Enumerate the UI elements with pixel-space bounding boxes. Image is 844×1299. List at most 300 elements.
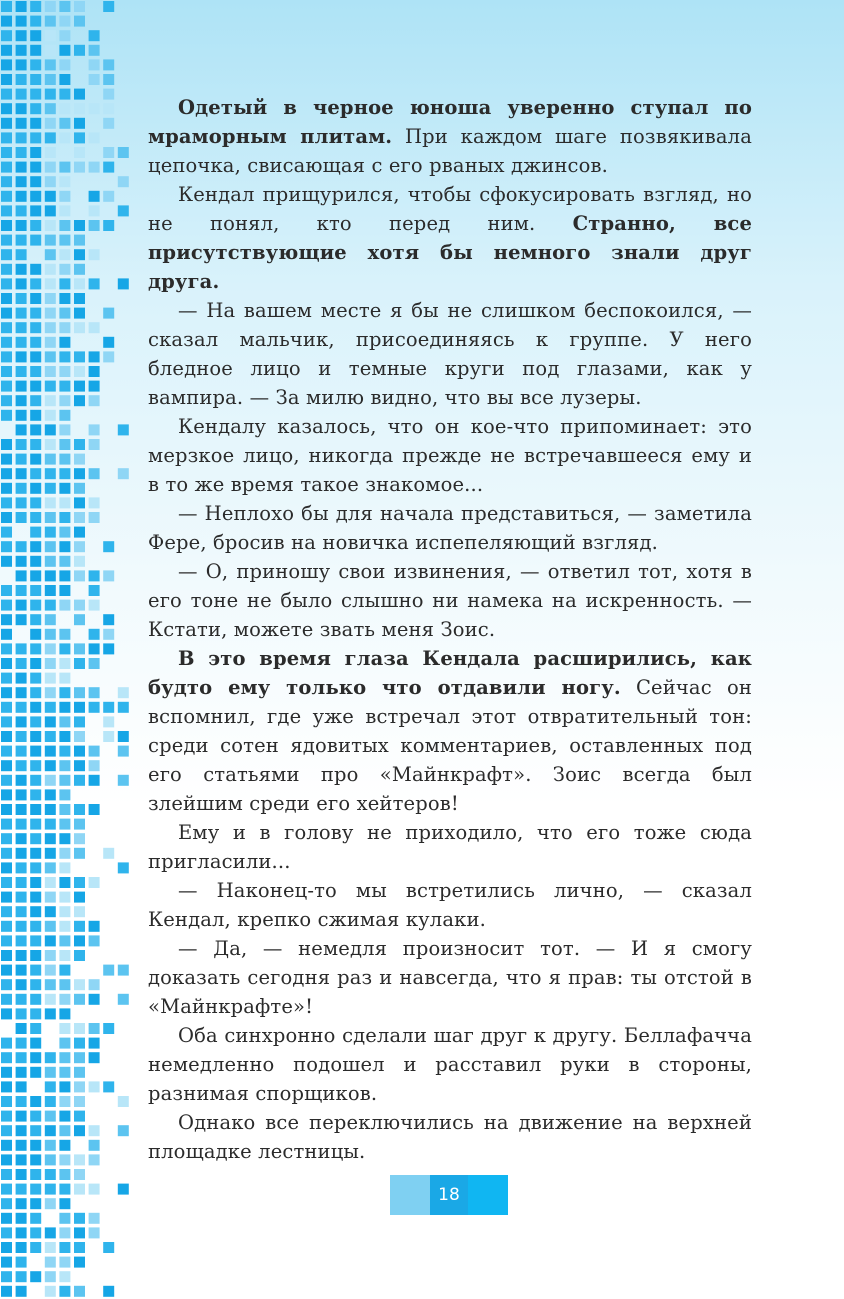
mosaic-pixel [103,1,114,12]
mosaic-pixel [1,162,12,173]
mosaic-pixel [103,103,114,114]
mosaic-pixel [74,162,85,173]
mosaic-pixel [74,848,85,859]
mosaic-pixel [59,585,70,596]
mosaic-pixel [89,366,100,377]
mosaic-pixel [1,1096,12,1107]
mosaic-pixel [1,1008,12,1019]
mosaic-pixel [74,877,85,888]
mosaic-pixel [30,454,41,465]
mosaic-pixel [59,468,70,479]
mosaic-pixel [74,132,85,143]
mosaic-pixel [30,629,41,640]
mosaic-pixel [16,16,27,27]
mosaic-pixel [30,191,41,202]
pixel-mosaic-border [0,0,130,1299]
mosaic-pixel [16,570,27,581]
mosaic-pixel [89,59,100,70]
mosaic-pixel [103,643,114,654]
mosaic-pixel [89,600,100,611]
mosaic-pixel [1,819,12,830]
mosaic-pixel [16,1271,27,1282]
mosaic-pixel [45,16,56,27]
mosaic-pixel [118,965,129,976]
mosaic-pixel [74,775,85,786]
mosaic-pixel [16,1096,27,1107]
mosaic-pixel [1,804,12,815]
mosaic-pixel [30,658,41,669]
mosaic-pixel [89,439,100,450]
mosaic-pixel [74,395,85,406]
mosaic-pixel [16,249,27,260]
mosaic-pixel [1,74,12,85]
mosaic-pixel [45,643,56,654]
mosaic-pixel [45,1067,56,1078]
mosaic-pixel [45,629,56,640]
mosaic-pixel [30,1052,41,1063]
mosaic-pixel [30,819,41,830]
mosaic-pixel [45,994,56,1005]
mosaic-pixel [30,994,41,1005]
mosaic-pixel [45,1184,56,1195]
mosaic-pixel [30,512,41,523]
mosaic-pixel [30,132,41,143]
mosaic-pixel [89,132,100,143]
mosaic-pixel [16,746,27,757]
mosaic-pixel [103,1081,114,1092]
mosaic-pixel [59,775,70,786]
mosaic-pixel [89,935,100,946]
mosaic-pixel [89,1154,100,1165]
mosaic-pixel [59,1271,70,1282]
mosaic-pixel [74,512,85,523]
mosaic-pixel [118,702,129,713]
mosaic-pixel [59,220,70,231]
mosaic-pixel [59,819,70,830]
mosaic-pixel [1,921,12,932]
mosaic-pixel [1,191,12,202]
mosaic-pixel [59,1111,70,1122]
mosaic-pixel [30,746,41,757]
mosaic-pixel [74,278,85,289]
mosaic-pixel [89,702,100,713]
mosaic-pixel [1,1213,12,1224]
mosaic-pixel [59,424,70,435]
mosaic-pixel [74,1096,85,1107]
mosaic-pixel [59,950,70,961]
mosaic-pixel [30,468,41,479]
paragraph-4: Кендалу казалось, что он кое-что припоминает: это мерзкое лицо, никогда прежде не встречавшееся ему и в то же время такое знакомое... [148,415,752,496]
mosaic-pixel [30,570,41,581]
mosaic-pixel [45,45,56,56]
mosaic-pixel [16,906,27,917]
mosaic-pixel [74,1052,85,1063]
mosaic-pixel [1,789,12,800]
paragraph-1-text: При каждом шаге позвякивала цепочка, свисающая с его рваных джинсов. [148,125,752,177]
mosaic-pixel [30,205,41,216]
mosaic-pixel [89,103,100,114]
paragraph-8: Ему и в голову не приходило, что его тоже сюда пригласили... [148,821,752,873]
mosaic-pixel [45,877,56,888]
mosaic-pixel [118,731,129,742]
mosaic-pixel [30,424,41,435]
mosaic-pixel [74,249,85,260]
mosaic-pixel [74,1184,85,1195]
mosaic-pixel [45,89,56,100]
mosaic-pixel [45,921,56,932]
mosaic-pixel [30,1242,41,1253]
mosaic-pixel [118,205,129,216]
mosaic-pixel [16,410,27,421]
mosaic-pixel [59,906,70,917]
mosaic-pixel [45,205,56,216]
mosaic-pixel [45,819,56,830]
mosaic-pixel [30,147,41,158]
mosaic-pixel [59,1213,70,1224]
mosaic-pixel [74,1023,85,1034]
mosaic-pixel [103,89,114,100]
mosaic-pixel [89,249,100,260]
mosaic-pixel [30,892,41,903]
mosaic-pixel [16,1257,27,1268]
mosaic-pixel [45,1198,56,1209]
paragraph-7-bold: В это время глаза Кендала расширились, как будто ему только что отдавили ногу. [148,647,752,699]
mosaic-pixel [16,921,27,932]
mosaic-pixel [59,1008,70,1019]
mosaic-pixel [89,877,100,888]
mosaic-pixel [89,468,100,479]
mosaic-pixel [16,877,27,888]
mosaic-pixel [1,965,12,976]
mosaic-pixel [30,1023,41,1034]
mosaic-pixel [103,59,114,70]
mosaic-pixel [16,59,27,70]
mosaic-pixel [59,833,70,844]
mosaic-pixel [30,235,41,246]
mosaic-pixel [59,1257,70,1268]
mosaic-pixel [1,1227,12,1238]
mosaic-pixel [45,118,56,129]
mosaic-pixel [59,848,70,859]
mosaic-pixel [16,1198,27,1209]
mosaic-pixel [59,264,70,275]
mosaic-pixel [45,1111,56,1122]
mosaic-pixel [1,1067,12,1078]
mosaic-pixel [74,541,85,552]
mosaic-pixel [74,264,85,275]
mosaic-pixel [16,1067,27,1078]
mosaic-pixel [16,1125,27,1136]
mosaic-pixel [59,337,70,348]
mosaic-pixel [89,30,100,41]
mosaic-pixel [45,1140,56,1151]
mosaic-pixel [74,1067,85,1078]
mosaic-pixel [103,74,114,85]
mosaic-pixel [74,716,85,727]
mosaic-pixel [59,1198,70,1209]
mosaic-pixel [74,1125,85,1136]
mosaic-pixel [16,673,27,684]
mosaic-pixel [16,1140,27,1151]
mosaic-pixel [30,89,41,100]
mosaic-pixel [16,118,27,129]
mosaic-pixel [30,906,41,917]
mosaic-pixel [16,935,27,946]
mosaic-pixel [16,979,27,990]
mosaic-pixel [74,1,85,12]
mosaic-pixel [30,585,41,596]
mosaic-pixel [59,600,70,611]
mosaic-pixel [16,1169,27,1180]
mosaic-pixel [45,293,56,304]
mosaic-pixel [59,381,70,392]
mosaic-pixel [103,308,114,319]
mosaic-pixel [45,512,56,523]
mosaic-pixel [59,249,70,260]
mosaic-pixel [59,454,70,465]
mosaic-pixel [30,410,41,421]
mosaic-pixel [74,687,85,698]
mosaic-pixel [103,147,114,158]
mosaic-pixel [103,1023,114,1034]
paragraph-10: — Да, — немедля произносит тот. — И я смогу доказать сегодня раз и навсегда, что я прав: ты отстой в «Майнкрафте»! [148,937,752,1018]
paragraph-12: Однако все переключились на движение на верхней площадке лестницы. [148,1111,752,1163]
mosaic-pixel [74,643,85,654]
mosaic-pixel [45,468,56,479]
mosaic-pixel [16,1227,27,1238]
mosaic-pixel [103,716,114,727]
mosaic-pixel [1,410,12,421]
mosaic-pixel [89,381,100,392]
mosaic-pixel [1,1154,12,1165]
mosaic-pixel [59,366,70,377]
mosaic-pixel [59,191,70,202]
mosaic-pixel [16,308,27,319]
mosaic-pixel [59,89,70,100]
mosaic-pixel [45,103,56,114]
mosaic-pixel [1,673,12,684]
mosaic-pixel [74,147,85,158]
mosaic-pixel [30,527,41,538]
mosaic-pixel [45,804,56,815]
mosaic-pixel [89,1227,100,1238]
mosaic-pixel [1,600,12,611]
mosaic-pixel [1,833,12,844]
mosaic-pixel [74,293,85,304]
mosaic-pixel [59,1038,70,1049]
mosaic-pixel [59,1067,70,1078]
mosaic-pixel [74,1038,85,1049]
mosaic-pixel [30,439,41,450]
mosaic-pixel [45,1052,56,1063]
mosaic-pixel [59,629,70,640]
mosaic-pixel [89,424,100,435]
mosaic-pixel [89,74,100,85]
mosaic-pixel [59,979,70,990]
mosaic-pixel [74,322,85,333]
mosaic-pixel [59,512,70,523]
mosaic-pixel [59,162,70,173]
mosaic-pixel [89,994,100,1005]
mosaic-pixel [45,731,56,742]
mosaic-pixel [1,994,12,1005]
mosaic-pixel [45,162,56,173]
mosaic-pixel [103,731,114,742]
mosaic-pixel [74,614,85,625]
mosaic-pixel [59,395,70,406]
mosaic-pixel [16,862,27,873]
mosaic-pixel [16,89,27,100]
mosaic-pixel [89,162,100,173]
mosaic-pixel [45,775,56,786]
mosaic-pixel [45,337,56,348]
mosaic-pixel [30,833,41,844]
mosaic-pixel [16,833,27,844]
mosaic-pixel [30,950,41,961]
mosaic-pixel [74,1213,85,1224]
mosaic-pixel [59,994,70,1005]
mosaic-pixel [30,789,41,800]
mosaic-pixel [118,1184,129,1195]
paragraph-11: Оба синхронно сделали шаг друг к другу. Беллафачча немедленно подошел и расставил руки в стороны, разнимая спорщиков. [148,1024,752,1105]
mosaic-pixel [45,147,56,158]
mosaic-pixel [1,775,12,786]
mosaic-pixel [59,541,70,552]
mosaic-pixel [16,366,27,377]
mosaic-pixel [59,527,70,538]
mosaic-pixel [59,118,70,129]
mosaic-pixel [1,30,12,41]
mosaic-pixel [16,30,27,41]
paragraph-2 [148,180,752,296]
mosaic-pixel [1,760,12,771]
mosaic-pixel [89,1184,100,1195]
mosaic-pixel [59,1184,70,1195]
mosaic-pixel [16,1081,27,1092]
mosaic-pixel [45,585,56,596]
mosaic-pixel [45,906,56,917]
mosaic-pixel [59,1242,70,1253]
mosaic-pixel [1,366,12,377]
mosaic-pixel [1,979,12,990]
mosaic-pixel [1,264,12,275]
mosaic-pixel [30,278,41,289]
mosaic-pixel [74,819,85,830]
mosaic-pixel [59,658,70,669]
mosaic-pixel [59,731,70,742]
page-number-left-tile [390,1175,430,1215]
mosaic-pixel [103,848,114,859]
mosaic-pixel [59,1,70,12]
mosaic-pixel [16,1213,27,1224]
mosaic-pixel [59,1096,70,1107]
mosaic-pixel [89,1023,100,1034]
mosaic-pixel [30,16,41,27]
mosaic-pixel [1,220,12,231]
page-number-right-tile [468,1175,508,1215]
mosaic-pixel [103,570,114,581]
mosaic-pixel [45,278,56,289]
mosaic-pixel [45,235,56,246]
mosaic-pixel [74,1227,85,1238]
mosaic-pixel [89,979,100,990]
mosaic-pixel [59,570,70,581]
mosaic-pixel [74,833,85,844]
mosaic-pixel [30,118,41,129]
mosaic-pixel [103,118,114,129]
mosaic-pixel [30,322,41,333]
mosaic-pixel [30,702,41,713]
mosaic-pixel [118,746,129,757]
mosaic-pixel [1,950,12,961]
mosaic-pixel [16,424,27,435]
mosaic-pixel [1,1169,12,1180]
mosaic-pixel [45,74,56,85]
mosaic-pixel [59,1081,70,1092]
mosaic-pixel [30,176,41,187]
mosaic-pixel [16,804,27,815]
mosaic-pixel [59,862,70,873]
mosaic-pixel [1,176,12,187]
mosaic-pixel [1,1038,12,1049]
mosaic-pixel [1,906,12,917]
mosaic-pixel [45,541,56,552]
mosaic-pixel [74,483,85,494]
paragraph-1-bold: Одетый в черное юноша уверенно ступал по мраморным плитам. [148,96,752,148]
mosaic-pixel [1,658,12,669]
mosaic-pixel [45,1154,56,1165]
mosaic-pixel [59,410,70,421]
mosaic-pixel [74,468,85,479]
mosaic-pixel [74,1154,85,1165]
mosaic-pixel [89,1038,100,1049]
mosaic-pixel [16,760,27,771]
mosaic-pixel [16,395,27,406]
paragraph-6: — О, приношу свои извинения, — ответил тот, хотя в его тоне не было слышно ни намека на искренность. — Кстати, можете звать меня Зоис. [148,560,752,641]
mosaic-pixel [45,132,56,143]
mosaic-pixel [16,716,27,727]
mosaic-pixel [89,643,100,654]
mosaic-pixel [45,965,56,976]
mosaic-pixel [16,1242,27,1253]
mosaic-pixel [1,643,12,654]
mosaic-pixel [89,351,100,362]
mosaic-pixel [30,337,41,348]
mosaic-pixel [74,1081,85,1092]
mosaic-pixel [16,103,27,114]
mosaic-pixel [16,132,27,143]
mosaic-pixel [45,381,56,392]
mosaic-pixel [74,1286,85,1297]
mosaic-pixel [59,556,70,567]
mosaic-pixel [45,30,56,41]
mosaic-pixel [74,892,85,903]
mosaic-pixel [74,1242,85,1253]
mosaic-pixel [1,1081,12,1092]
mosaic-pixel [1,1140,12,1151]
mosaic-pixel [59,789,70,800]
mosaic-pixel [45,454,56,465]
mosaic-pixel [59,176,70,187]
mosaic-pixel [16,585,27,596]
mosaic-pixel [45,366,56,377]
mosaic-pixel [89,395,100,406]
mosaic-pixel [74,921,85,932]
mosaic-pixel [45,1227,56,1238]
mosaic-pixel [74,658,85,669]
mosaic-pixel [74,906,85,917]
mosaic-pixel [1,118,12,129]
